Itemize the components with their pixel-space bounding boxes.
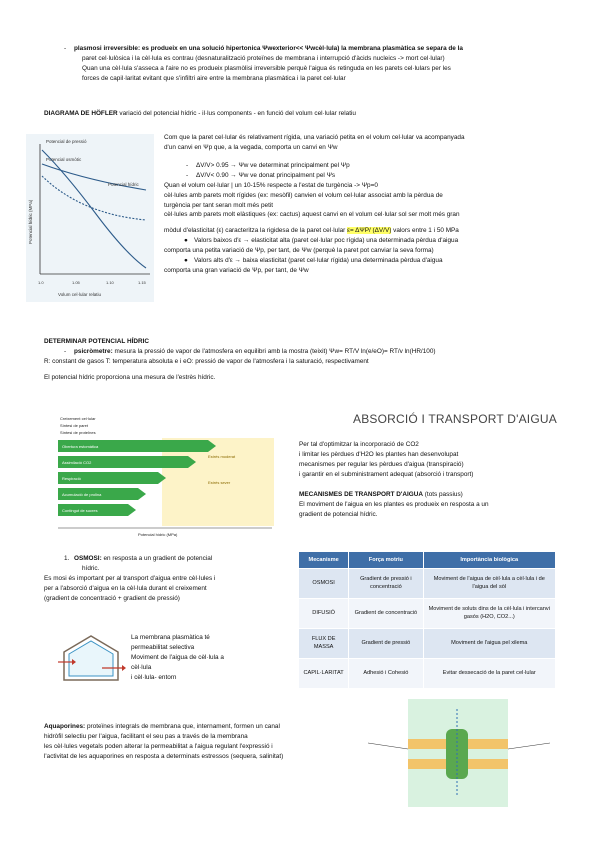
aquaporines-l4: l'activitat de les aquaporines en resposta a determinats estressos (sequera, salinitat): [44, 752, 284, 760]
legend-osmotic: Potencial osmòtic: [46, 157, 82, 162]
osmosi-c2: permeabilitat selectiva: [131, 643, 195, 651]
osmosi-p1: Es mosi és important per al transport d'aigua entre cèl·lules i: [44, 574, 216, 582]
elasticity-formula: ε= ΔΨP/ (ΔV/V): [347, 227, 392, 235]
hofler-p6: cèl·lules amb parets molt elàstiques (ex: cactus) aquest canvi en el volum cel·lular sol ser molt més gran: [164, 211, 460, 219]
hofler-b4: ● Valors alts d'ε → baixa elasticitat (paret cel·lular rígida) una determinada pèrdua d'aigua: [184, 257, 443, 265]
table-cell: Moviment de soluts dins de la cèl·lula i intercanvi gasós (H2O, CO2...): [423, 599, 555, 629]
table-cell: Gradient de pressió i concentració: [349, 569, 423, 599]
osmosi-p2: per a l'absorció d'aigua en la cèl·lula durant el creixement: [44, 584, 207, 592]
hofler-text: [164, 133, 584, 276]
potencial-section: [44, 337, 574, 383]
mech-m2: gradient de potencial hídric.: [299, 510, 378, 518]
hofler-b3: ● Valors baixos d'ε → elasticitat alta (paret cel·lular poc rígida) una determinada pèrdua d'aigua: [184, 237, 459, 245]
x-tick-0: 1.0: [38, 280, 44, 285]
legend-pressure: Potencial de pressió: [46, 139, 87, 144]
x-tick-2: 1.10: [106, 280, 114, 285]
arrow-out-head: [122, 665, 126, 671]
osmosi-c4: cèl·lula: [131, 663, 152, 671]
osmosi-title-line-2: hídric.: [82, 564, 100, 572]
absorcio-p4: i garantir en el subministrament adequat (absorció i transport): [299, 470, 474, 478]
stress-note-1: Estrès moderat: [208, 454, 236, 459]
aquaporines-l2: hidròfil selectiu per l'aigua, facilitant el seu pas a través de la membrana: [44, 732, 248, 740]
intro-line-4: forces de capil·laritat evitant que s'infiltri aire entre la membrana plasmàtica i la paret cel·lular: [82, 74, 346, 82]
stress-diagram: [38, 410, 276, 538]
legend-water: Potencial hídric: [108, 182, 139, 187]
potencial-l2: R: constant de gasos T: temperatura absoluta e i eO: pressió de vapor de l'atmosfera i la saturació, respectivament: [44, 357, 369, 365]
table-cell: Moviment de l'aigua de cèl·lula a cèl·lula i de l'aigua del sòl: [423, 569, 555, 599]
table-cell: CAPIL·LARITAT: [299, 659, 349, 689]
absorcio-heading: ABSORCIÓ I TRANSPORT D'AIGUA: [353, 412, 557, 426]
table-cell: Moviment de l'aigua pel xilema: [423, 629, 555, 659]
hofler-p5: turgència per tant seran molt més petit: [164, 201, 274, 209]
table-cell: Gradient de concentració: [349, 599, 423, 629]
callout-left: [368, 743, 408, 749]
table-row: [299, 569, 556, 599]
aquaporines-l3: les cèl·lules vegetals poden alterar la permeabilitat a l'aigua regulant l'expressió i: [44, 742, 273, 750]
hofler-title-bold: DIAGRAMA DE HÖFLER: [44, 110, 118, 117]
table-cell: Adhesió i Cohesió: [349, 659, 423, 689]
hofler-b1: - ΔV/V> 0.95 → Ψw ve determinat principalment pel Ψp: [186, 161, 350, 169]
mech-title: MECANISMES DE TRANSPORT D'AIGUA (tots passius): [299, 490, 463, 498]
stress-label-7: Contingut de sucres: [62, 508, 98, 513]
osmosi-title-line: 1. OSMOSI: en resposta a un gradient de potencial: [64, 555, 213, 562]
hofler-p2: d'un canvi en Ψp que, a la vegada, comporta un canvi en Ψw: [164, 143, 338, 151]
intro-line-2: paret cel·lulòsica i la cèl·lula es contrau (desnaturalització proteïnes de membrana i interrupció d'àcids nucleics -> mort cel·lular): [82, 54, 445, 62]
mech-m1: El moviment de l'aigua en les plantes es produeix en resposta a un: [299, 500, 489, 508]
table-header-row: [299, 552, 556, 569]
stress-label-3: Obertura estomàtica: [62, 444, 99, 449]
hofler-title: [44, 109, 356, 119]
table-cell: OSMOSI: [299, 569, 349, 599]
hofler-p3: Quan el volum cel·lular | un 10-15% respecte a l'estat de turgència -> Ψp=0: [164, 181, 378, 189]
callout-right: [508, 743, 550, 749]
intro-line-3: Quan una cèl·lula s'asseca a l'aire no es produeix plasmòlisi irreversible perquè l'aigua és retinguda en les parets cel·lulars per les: [82, 64, 451, 72]
intro-section: [64, 44, 564, 84]
x-tick-1: 1.05: [72, 280, 80, 285]
absorcio-p2: i limitar les pèrdues d'H2O les plantes han desenvolupat: [299, 450, 459, 458]
aquaporines-section: [44, 722, 384, 762]
osmosi-c5: i cèl·lula- entorn: [131, 673, 177, 681]
osmosi-c3: Moviment de l'aigua de cèl·lula a: [131, 653, 224, 661]
table-cell: Gradient de pressió: [349, 629, 423, 659]
stress-label-5: Respiració: [62, 476, 81, 481]
absorcio-p3: mecanismes per regular les pèrdues d'aigua (transpiració): [299, 460, 464, 468]
hofler-b3b: comporta una petita variació de Ψp, per tant, de Ψw (perquè la paret pot canviar la seva forma): [164, 247, 434, 255]
graph-y-label: Potencial hídric (MPa): [28, 199, 33, 244]
osmosi-caption: [131, 633, 291, 683]
stress-label-1: Síntesi de paret: [60, 423, 89, 428]
hofler-subtitle: variació del potencial hídric - il·lus components - en funció del volum cel·lular relatiu: [117, 110, 356, 117]
absorcio-p1: Per tal d'optimitzar la incorporació de CO2: [299, 441, 419, 448]
graph-x-label: Volum cel·lular relatiu: [58, 292, 102, 297]
osmosi-c1: La membrana plasmàtica té: [131, 634, 210, 641]
table-header: Mecanisme: [299, 552, 349, 569]
potencial-b1: - psicròmetre: mesura la pressió de vapor de l'atmosfera en equilibri amb la mostra (teixit) Ψw= RT/V ln(e/eO)= RT/v ln(HR/100): [64, 347, 436, 355]
intro-line-1: - plasmosi irreversible: es produeix en una solució hipertonica Ψwexterior<< Ψwcèl·lula) la membrana plasmàtica se separa de la: [64, 45, 463, 52]
hofler-graph: [26, 134, 154, 302]
potencial-title: DETERMINAR POTENCIAL HÍDRIC: [44, 338, 149, 345]
potencial-l3: El potencial hídric proporciona una mesura de l'estrès hídric.: [44, 373, 216, 381]
table-header: Importància biològica: [423, 552, 555, 569]
stress-label-0: Creixement cel·lular: [60, 416, 96, 421]
table-row: [299, 629, 556, 659]
hofler-p4: cèl·lules amb parets molt rígides (ex: mesòfil) canvien el volum cel·lular associat amb la pèrdua de: [164, 191, 443, 199]
osmosi-p3: (gradient de concentració + gradient de pressió): [44, 594, 180, 602]
hofler-p7: mòdul d'elasticitat (ε) caracteritza la rigidesa de la paret cel·lular ε= ΔΨP/ (ΔV/V) valors entre 1 i 50 MPa: [164, 227, 459, 235]
x-tick-3: 1.15: [138, 280, 146, 285]
aquaporines-l1: Aquaporines: proteïnes integrals de membrana que, internament, formen un canal: [44, 723, 280, 730]
stress-label-6: Acumulació de prolina: [62, 492, 102, 497]
table-header: Força motriu: [349, 552, 423, 569]
hofler-p1: Com que la paret cel·lular és relativament rígida, una variació petita en el volum cel·lular va acompanyada: [164, 134, 465, 141]
table-row: [299, 659, 556, 689]
stress-label-4: Assimilació CO2: [62, 460, 92, 465]
table-row: [299, 599, 556, 629]
absorcio-text: [299, 440, 589, 519]
hofler-b4b: comporta una gran variació de Ψp, per tant, de Ψw: [164, 267, 309, 275]
stress-axis-label: Potencial hídric (MPa): [138, 532, 178, 537]
mechanisms-table: [298, 551, 556, 689]
osmosi-section: [44, 554, 284, 604]
stress-label-2: Síntesi de proteïnes: [60, 430, 96, 435]
stress-note-2: Estrès sever: [208, 480, 231, 485]
hofler-b2: - ΔV/V< 0.90 → Ψw ve donat principalment pel Ψs: [186, 171, 336, 179]
table-cell: Evitar dessecació de la paret cel·lular: [423, 659, 555, 689]
osmosi-cell-illustration: [56, 632, 126, 684]
aquaporin-illustration: [368, 699, 550, 807]
table-cell: FLUX DE MASSA: [299, 629, 349, 659]
table-cell: DIFUSIÓ: [299, 599, 349, 629]
